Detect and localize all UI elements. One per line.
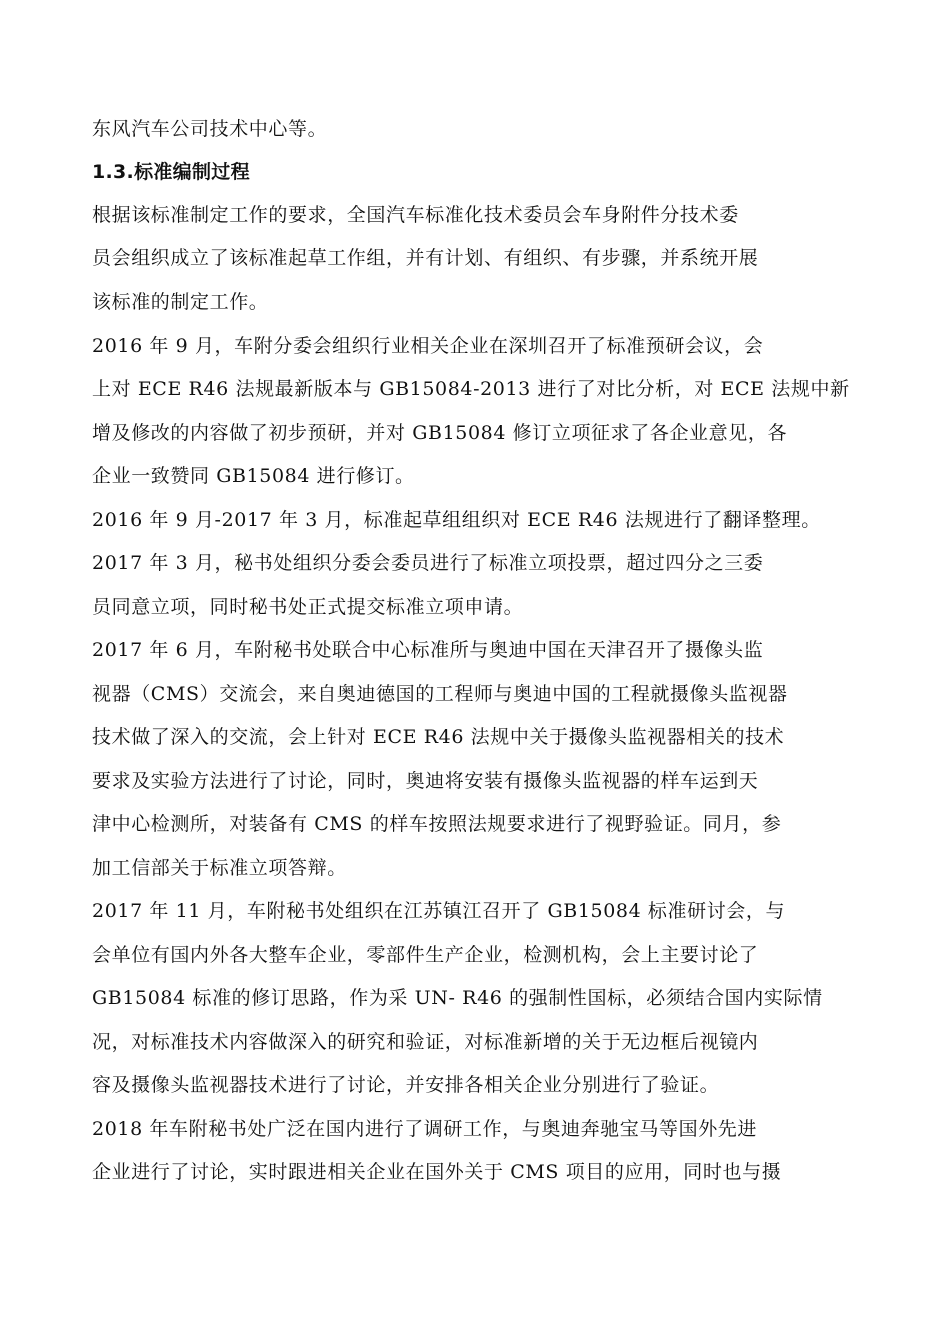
text-line: 东风汽车公司技术中心等。 (92, 118, 328, 140)
text-line: 津中心检测所，对装备有 CMS 的样车按照法规要求进行了视野验证。同月，参 (92, 813, 782, 835)
text-line: 员同意立项，同时秘书处正式提交标准立项申请。 (92, 596, 524, 618)
text-line: 视器（CMS）交流会，来自奥迪德国的工程师与奥迪中国的工程就摄像头监视器 (92, 683, 788, 705)
text-line: GB15084 标准的修订思路，作为采 UN- R46 的强制性国标，必须结合国内实际情 (92, 987, 823, 1009)
text-line: 企业进行了讨论，实时跟进相关企业在国外关于 CMS 项目的应用，同时也与摄 (92, 1161, 782, 1183)
text-line: 该标准的制定工作。 (92, 291, 269, 313)
section-heading: 1.3.标准编制过程 (92, 161, 250, 183)
text-line: 2017 年 11 月，车附秘书处组织在江苏镇江召开了 GB15084 标准研讨会，与 (92, 900, 786, 922)
text-line: 要求及实验方法进行了讨论，同时，奥迪将安装有摄像头监视器的样车运到天 (92, 770, 759, 792)
text-line: 况，对标准技术内容做深入的研究和验证，对标准新增的关于无边框后视镜内 (92, 1031, 759, 1053)
text-line: 2016 年 9 月，车附分委会组织行业相关企业在深圳召开了标准预研会议，会 (92, 335, 764, 357)
text-line: 2018 年车附秘书处广泛在国内进行了调研工作，与奥迪奔驰宝马等国外先进 (92, 1118, 757, 1140)
text-line: 2017 年 6 月，车附秘书处联合中心标准所与奥迪中国在天津召开了摄像头监 (92, 639, 764, 661)
text-line: 技术做了深入的交流，会上针对 ECE R46 法规中关于摄像头监视器相关的技术 (92, 726, 785, 748)
text-line: 加工信部关于标准立项答辩。 (92, 857, 347, 879)
text-line: 2016 年 9 月-2017 年 3 月，标准起草组组织对 ECE R46 法规进行了翻译整理。 (92, 509, 821, 531)
text-line: 员会组织成立了该标准起草工作组，并有计划、有组织、有步骤，并系统开展 (92, 247, 759, 269)
text-line: 企业一致赞同 GB15084 进行修订。 (92, 465, 415, 487)
text-line: 增及修改的内容做了初步预研，并对 GB15084 修订立项征求了各企业意见，各 (92, 422, 788, 444)
text-line: 上对 ECE R46 法规最新版本与 GB15084-2013 进行了对比分析，对 ECE 法规中新 (92, 378, 850, 400)
text-line: 2017 年 3 月，秘书处组织分委会委员进行了标准立项投票，超过四分之三委 (92, 552, 764, 574)
text-line: 会单位有国内外各大整车企业，零部件生产企业，检测机构，会上主要讨论了 (92, 944, 759, 966)
text-line: 容及摄像头监视器技术进行了讨论，并安排各相关企业分别进行了验证。 (92, 1074, 720, 1096)
text-line: 根据该标准制定工作的要求，全国汽车标准化技术委员会车身附件分技术委 (92, 204, 739, 226)
